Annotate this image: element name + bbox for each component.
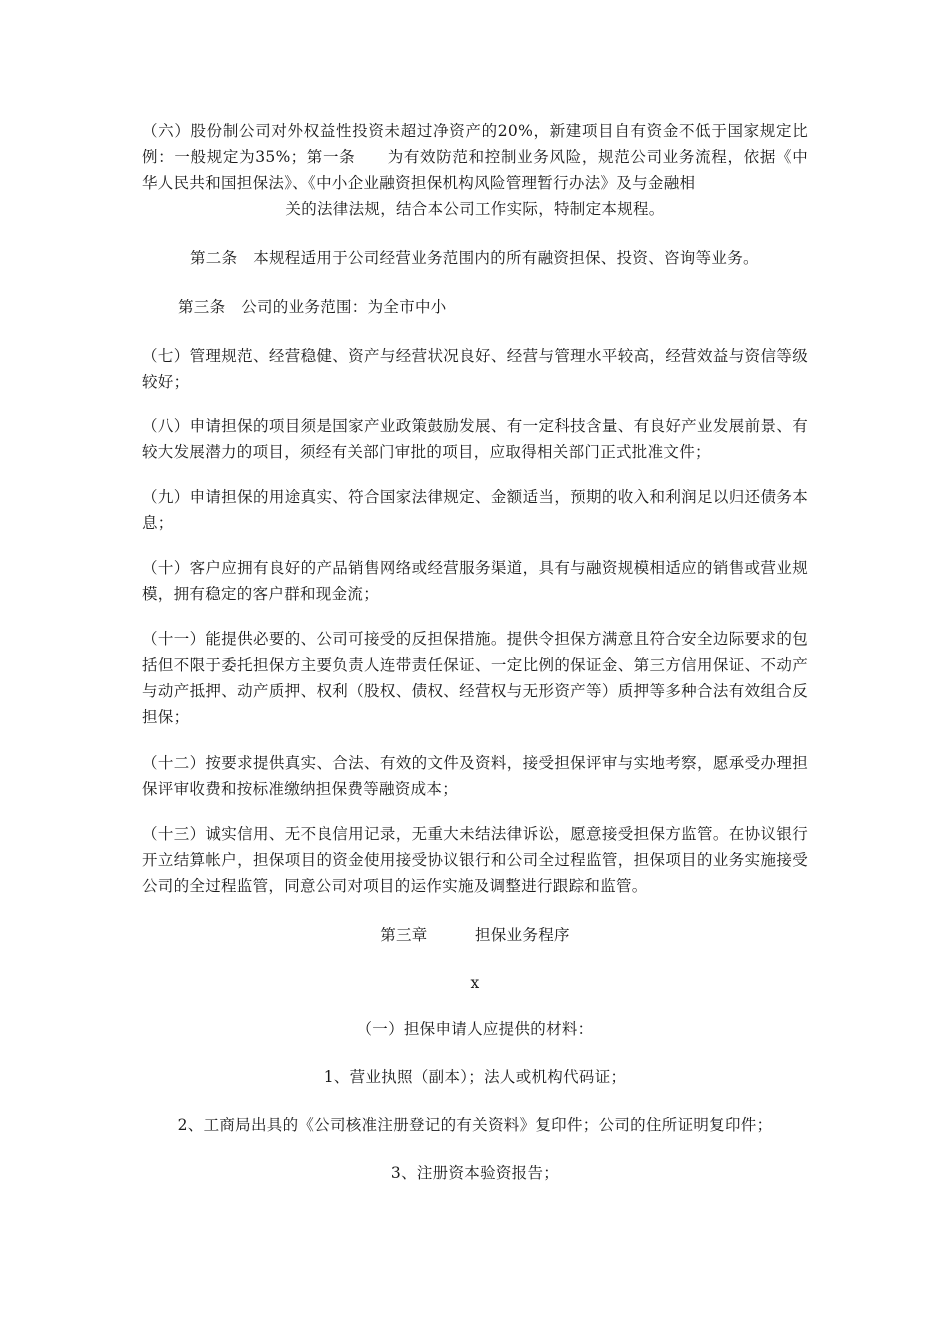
material-item-1: 1、营业执照（副本）；法人或机构代码证； bbox=[323, 1068, 627, 1086]
paragraph-12: （十二）按要求提供真实、合法、有效的文件及资料，接受担保评审与实地考察，愿承受办理担保评审收费和按标准缴纳担保费等融资成本； bbox=[142, 754, 808, 798]
article-3: 第三条 公司的业务范围：为全市中小 bbox=[178, 298, 447, 316]
section-marker: x bbox=[470, 974, 480, 992]
paragraph-10: （十）客户应拥有良好的产品销售网络或经营服务渠道，具有与融资规模相适应的销售或营业规模，拥有稳定的客户群和现金流； bbox=[142, 559, 808, 603]
chapter-3-heading: 第三章 担保业务程序 bbox=[380, 926, 570, 944]
material-item-2: 2、工商局出具的《公司核准注册登记的有关资料》复印件；公司的住所证明复印件； bbox=[177, 1116, 773, 1134]
article-2: 第二条 本规程适用于公司经营业务范围内的所有融资担保、投资、咨询等业务。 bbox=[190, 249, 759, 267]
paragraph-11: （十一）能提供必要的、公司可接受的反担保措施。提供令担保方满意且符合安全边际要求的包括但不限于委托担保方主要负责人连带责任保证、一定比例的保证金、第三方信用保证、不动产与动产抵押、动产质押、权利（股权、债权、经营权与无形资产等）质押等多种合法有效组合反担保； bbox=[142, 630, 808, 726]
paragraph-7: （七）管理规范、经营稳健、资产与经营状况良好、经营与管理水平较高，经营效益与资信等级较好； bbox=[142, 347, 808, 391]
paragraph-9: （九）申请担保的用途真实、符合国家法律规定、金额适当，预期的收入和利润足以归还债务本息； bbox=[142, 488, 808, 532]
paragraph-6-article-1: （六）股份制公司对外权益性投资未超过净资产的20%，新建项目自有资金不低于国家规定比例：一般规定为35%；第一条 为有效防范和控制业务风险，规范公司业务流程，依据《中华人民共和国担保法》、《中小企业融资担保机构风险管理暂行办法》及与金融相 bbox=[142, 122, 808, 192]
paragraph-6-last-line: 关的法律法规，结合本公司工作实际，特制定本规程。 bbox=[285, 200, 665, 218]
paragraph-8: （八）申请担保的项目须是国家产业政策鼓励发展、有一定科技含量、有良好产业发展前景、有较大发展潜力的项目，须经有关部门审批的项目，应取得相关部门正式批准文件； bbox=[142, 417, 808, 461]
paragraph-13: （十三）诚实信用、无不良信用记录，无重大未结法律诉讼，愿意接受担保方监管。在协议银行开立结算帐户，担保项目的资金使用接受协议银行和公司全过程监管，担保项目的业务实施接受公司的全过程监管，同意公司对项目的运作实施及调整进行跟踪和监管。 bbox=[142, 825, 808, 895]
material-item-3: 3、注册资本验资报告； bbox=[390, 1164, 560, 1182]
subsection-1-heading: （一）担保申请人应提供的材料： bbox=[356, 1020, 594, 1038]
